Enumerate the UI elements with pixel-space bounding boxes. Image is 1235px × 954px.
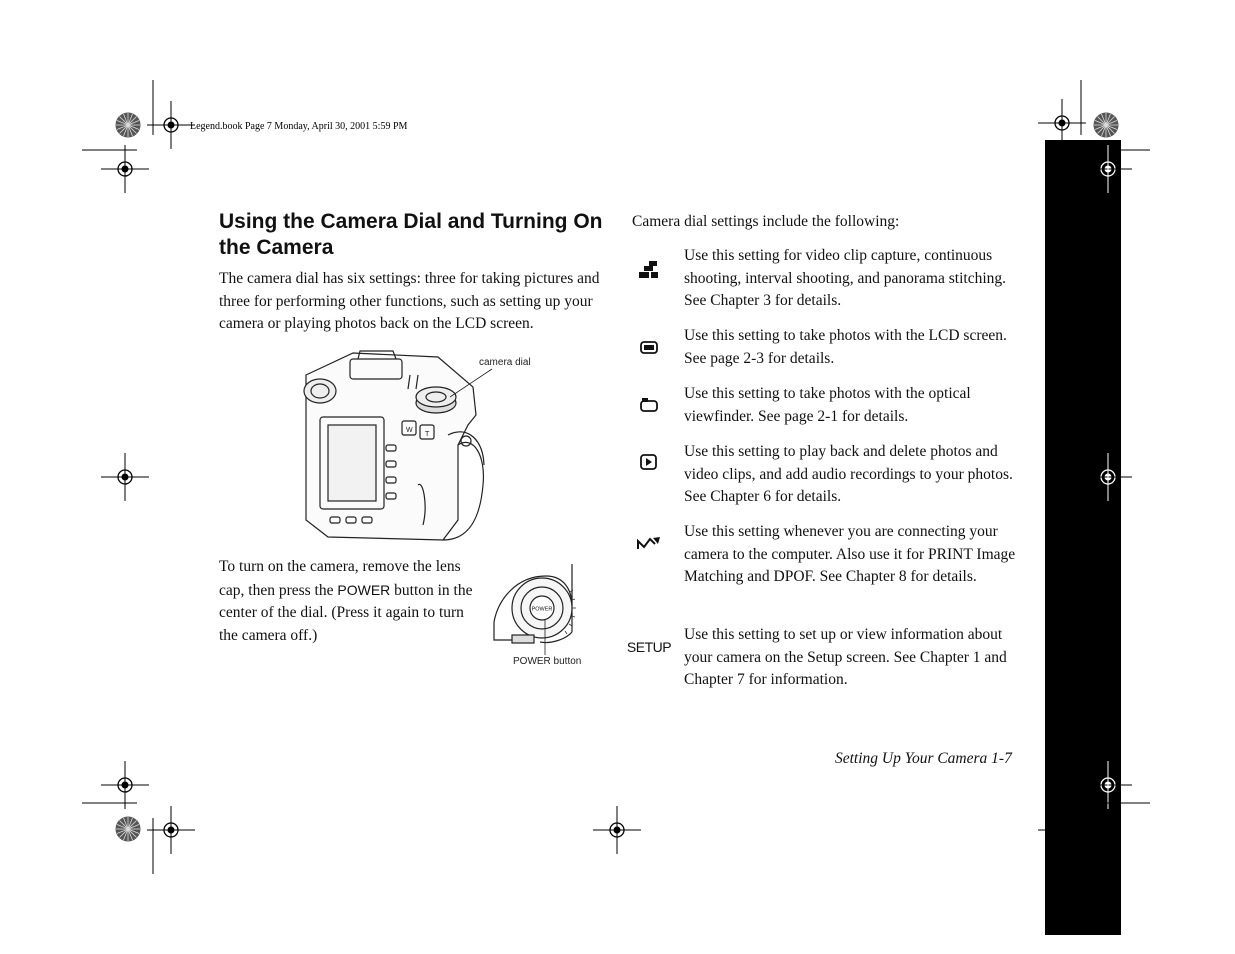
- setting-item-special-modes: [630, 245, 1020, 315]
- pc-connection-icon: [630, 535, 668, 551]
- setting-item-playback: [630, 441, 1020, 511]
- setting-text: Use this setting to set up or view information about your camera on the Setup screen. See Chapter 1 and Chapter 7 for information.: [684, 626, 1007, 688]
- setting-item-pc-connection: [630, 521, 1020, 613]
- dial-power-label: POWER: [531, 606, 553, 613]
- lcd-camera-icon: [630, 339, 668, 355]
- tab-registration-marks: [1045, 140, 1165, 935]
- setting-item-setup: [626, 624, 1020, 694]
- setting-item-lcd: [630, 325, 1020, 375]
- viewfinder-camera-icon: [630, 397, 668, 413]
- setting-text: Use this setting whenever you are connecting your camera to the computer. Also use it for PRINT Image Matching and DPOF. See Chapter 8 for details.: [684, 523, 1016, 585]
- special-shooting-modes-icon: [630, 260, 668, 280]
- power-word: POWER: [337, 581, 391, 598]
- camera-illustration: [298, 345, 538, 545]
- print-header: Legend.book Page 7 Monday, April 30, 2001 5:59 PM: [190, 121, 408, 132]
- setting-text: Use this setting to play back and delete photos and video clips, and add audio recordings to your photos. See Chapter 6 for details.: [684, 443, 1013, 505]
- turn-on-text-1: To turn on the camera, remove the lens cap, then press the: [219, 558, 461, 599]
- setup-icon: [626, 639, 672, 655]
- setup-icon-label: SETUP: [626, 639, 672, 655]
- page-footer: Setting Up Your Camera 1-7: [835, 750, 1012, 767]
- setting-item-viewfinder: [630, 383, 1020, 433]
- settings-intro: Camera dial settings include the following:: [632, 213, 900, 230]
- turn-on-text-2: button in the center of the dial. (Press it again to turn the camera off.): [219, 581, 473, 644]
- setting-text: Use this setting to take photos with the LCD screen. See page 2-3 for details.: [684, 327, 1007, 367]
- camera-dial-callout: camera dial: [479, 357, 531, 368]
- section-intro: The camera dial has six settings: three for taking pictures and three for performing other functions, such as setting up your camera or playing photos back on the LCD screen.: [219, 270, 600, 332]
- setting-text: Use this setting to take photos with the optical viewfinder. See page 2-1 for details.: [684, 385, 971, 425]
- zoom-t-label: T: [425, 431, 430, 438]
- power-button-callout: POWER button: [513, 656, 582, 667]
- zoom-w-label: W: [406, 427, 413, 434]
- setting-text: Use this setting for video clip capture, continuous shooting, interval shooting, and panorama stitching. See Chapter 3 for details.: [684, 247, 1007, 309]
- playback-icon: [630, 454, 668, 470]
- power-dial-illustration: [490, 562, 585, 657]
- turn-on-paragraph: [219, 556, 479, 647]
- section-heading: Using the Camera Dial and Turning On the Camera: [219, 210, 603, 259]
